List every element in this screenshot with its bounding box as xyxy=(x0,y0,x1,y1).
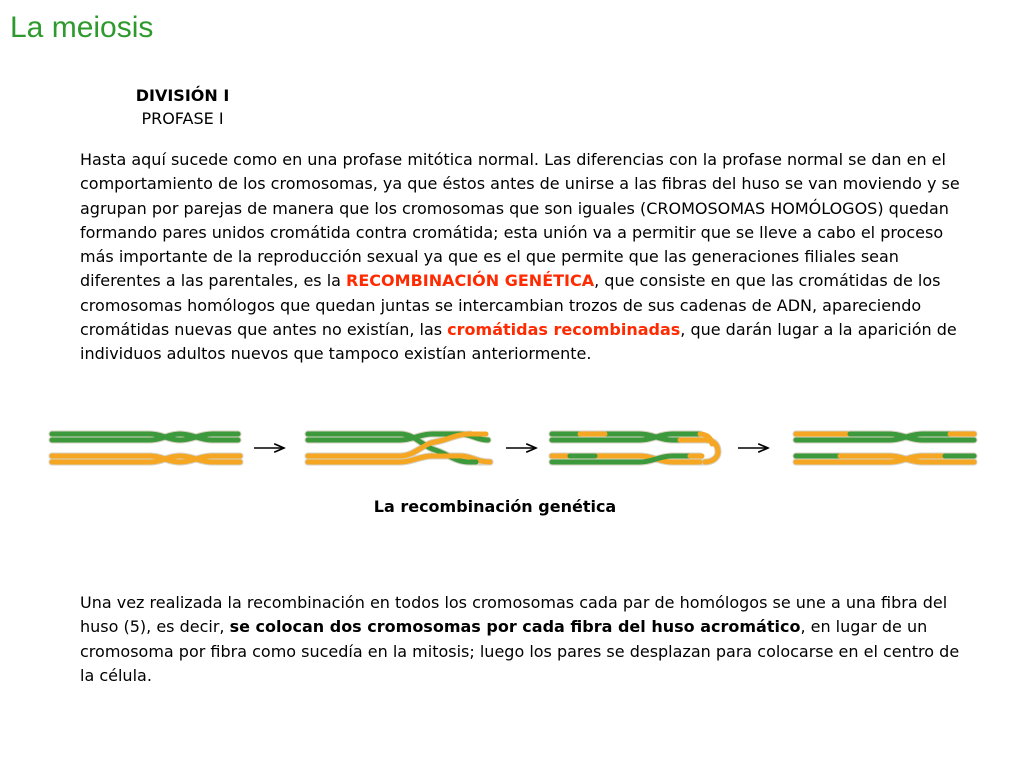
bold-statement: se colocan dos cromosomas por cada fibra del huso acromático xyxy=(229,617,801,637)
paragraph-text: , que consiste en que las cromátidas de los cromosomas homólogos que quedan juntas se intercambian trozos de sus cadenas de ADN, apareciendo cromátidas nuevas que antes no existían, las xyxy=(80,271,941,340)
stage-3-chromosomes xyxy=(552,434,718,462)
figure-caption: La recombinación genética xyxy=(373,497,617,516)
intro-paragraph xyxy=(80,148,960,367)
paragraph-text: Hasta aquí sucede como en una profase mitótica normal. Las diferencias con la profase normal se dan en el comportamiento de los cromosomas, ya que éstos antes de unirse a las fibras del huso se van moviendo y se agrupan por parejas de manera que los cromosomas que son iguales (CROMOSOMAS HOMÓLOGOS) quedan formando pares unidos cromátida contra cromátida; esta unión va a permitir que se lleve a cabo el proceso más importante de la reproducción sexual ya que es el que permite que las generaciones filiales sean diferentes a las parentales, es la xyxy=(80,150,960,291)
profase-heading: PROFASE I xyxy=(141,109,224,128)
division-heading: DIVISIÓN I xyxy=(135,86,230,105)
page-title: La meiosis xyxy=(10,11,154,44)
cromatidas-recombinadas-highlight: cromátidas recombinadas xyxy=(447,320,681,340)
stage-1-chromosomes xyxy=(52,434,240,462)
stage-2-chromosomes xyxy=(308,434,490,462)
paragraph-text: , que darán lugar a la aparición de individuos adultos nuevos que tampoco existían anteriormente. xyxy=(80,320,957,364)
paragraph-text: Una vez realizada la recombinación en todos los cromosomas cada par de homólogos se une a una fibra del huso (5), es decir, xyxy=(80,593,948,637)
recombinacion-genetica-highlight: RECOMBINACIÓN GENÉTICA xyxy=(346,271,595,291)
section-heading xyxy=(80,84,285,130)
second-paragraph xyxy=(80,591,960,688)
recombination-diagram xyxy=(40,420,990,480)
paragraph-text: , en lugar de un cromosoma por fibra como sucedía en la mitosis; luego los pares se desplazan para colocarse en el centro de la célula. xyxy=(80,617,960,685)
stage-4-chromosomes xyxy=(796,434,974,462)
